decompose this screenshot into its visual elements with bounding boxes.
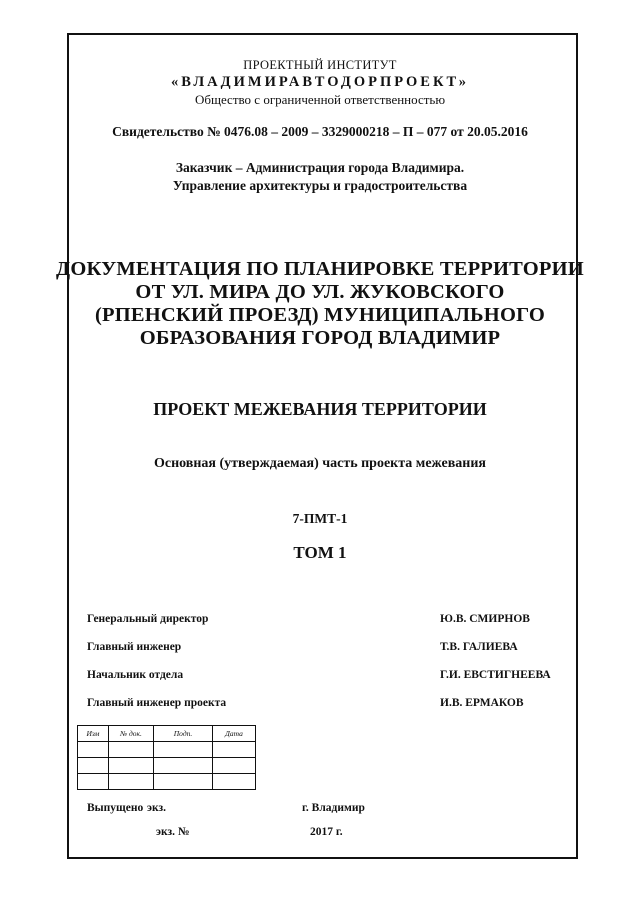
- institute-line: ПРОЕКТНЫЙ ИНСТИТУТ: [243, 58, 397, 72]
- document-code: 7-ПМТ-1: [292, 511, 348, 526]
- revision-header-cell: Подп.: [154, 726, 213, 742]
- document-title-line-3: (РПЕНСКИЙ ПРОЕЗД) МУНИЦИПАЛЬНОГО: [95, 304, 545, 326]
- revision-header-cell: Изм: [78, 726, 109, 742]
- revision-cell: [78, 758, 109, 774]
- customer-line-1: Заказчик – Администрация города Владимира.: [175, 160, 465, 175]
- institute-type: Общество с ограниченной ответственностью: [194, 92, 446, 107]
- issued-label: Выпущено: [87, 802, 144, 814]
- revision-table-header: [78, 726, 256, 742]
- revision-header-cell: № док.: [109, 726, 154, 742]
- copies-label: экз.: [147, 802, 166, 814]
- copy-number-label: экз. №: [156, 826, 190, 838]
- signature-name: И.В. ЕРМАКОВ: [440, 697, 524, 709]
- revision-cell: [154, 742, 213, 758]
- signature-role: Начальник отдела: [87, 669, 184, 681]
- revision-header-cell: Дата: [213, 726, 256, 742]
- revision-table-row: [78, 758, 256, 774]
- revision-cell: [154, 774, 213, 790]
- revision-table: [77, 725, 256, 790]
- revision-cell: [213, 774, 256, 790]
- document-title-line-1: ДОКУМЕНТАЦИЯ ПО ПЛАНИРОВКЕ ТЕРРИТОРИИ: [56, 258, 584, 280]
- signature-role: Главный инженер: [87, 641, 182, 653]
- customer-line-2: Управление архитектуры и градостроительства: [172, 178, 468, 193]
- revision-cell: [213, 758, 256, 774]
- city-label: г. Владимир: [302, 802, 365, 814]
- revision-cell: [78, 774, 109, 790]
- signature-name: Г.И. ЕВСТИГНЕЕВА: [440, 669, 551, 681]
- revision-cell: [109, 758, 154, 774]
- revision-cell: [78, 742, 109, 758]
- document-title-line-2: ОТ УЛ. МИРА ДО УЛ. ЖУКОВСКОГО: [135, 281, 505, 303]
- revision-cell: [109, 742, 154, 758]
- revision-table-row: [78, 774, 256, 790]
- document-subtitle: ПРОЕКТ МЕЖЕВАНИЯ ТЕРРИТОРИИ: [153, 399, 487, 419]
- revision-cell: [109, 774, 154, 790]
- certificate-line: Свидетельство № 0476.08 – 2009 – 3329000218 – П – 077 от 20.05.2016: [112, 124, 528, 139]
- signature-name: Т.В. ГАЛИЕВА: [440, 641, 518, 653]
- institute-name: «ВЛАДИМИРАВТОДОРПРОЕКТ»: [170, 74, 470, 90]
- signature-role: Генеральный директор: [87, 613, 209, 625]
- volume-number: ТОМ 1: [293, 543, 347, 562]
- revision-cell: [213, 742, 256, 758]
- document-title-line-4: ОБРАЗОВАНИЯ ГОРОД ВЛАДИМИР: [139, 327, 501, 349]
- document-part: Основная (утверждаемая) часть проекта межевания: [153, 456, 486, 471]
- signature-name: Ю.В. СМИРНОВ: [440, 613, 530, 625]
- signature-role: Главный инженер проекта: [87, 697, 227, 709]
- revision-table-row: [78, 742, 256, 758]
- revision-cell: [154, 758, 213, 774]
- year-label: 2017 г.: [310, 826, 343, 838]
